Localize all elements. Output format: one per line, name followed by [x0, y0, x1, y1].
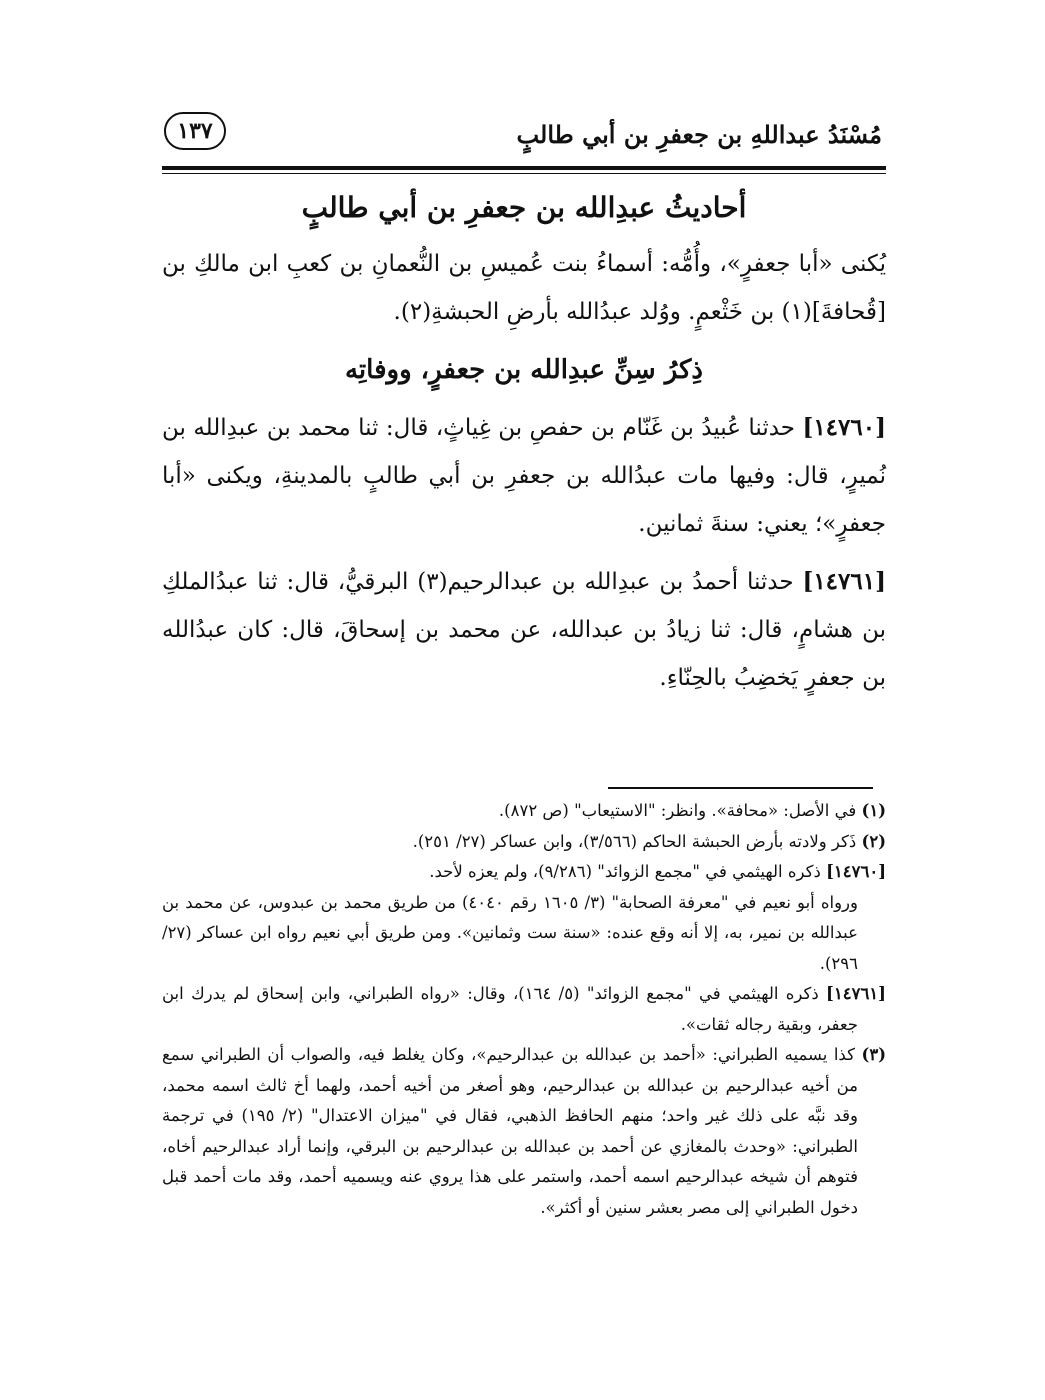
footnote-hadith-14760-continued: ورواه أبو نعيم في "معرفة الصحابة" (٣/ ١٦٠٥ رقم ٤٠٤٠) من طريق محمد بن عبدوس، عن محمد بن عبدالله بن نمير، به، إلا أنه وقع عنده: «سنة ست وثمانين». ومن طريق أبي نعيم رواه ابن عساكر (٢٧/ ٢٩٦). [162, 892, 858, 973]
footnote-text: ذكره الهيثمي في "مجمع الزوائد" (٩/٢٨٦)، ولم يعزه لأحد. [429, 862, 827, 881]
hadith-text: حدثنا عُبيدُ بن غَنّام بن حفصِ بن غِياثٍ، قال: ثنا محمد بن عبدِالله بن نُميرٍ، قال: وفيها مات عبدُالله بن جعفرِ بن أبي طالبٍ بالمدينةِ، ويكنى «أبا جعفرٍ»؛ يعني: سنةَ ثمانين. [162, 415, 886, 537]
footnote-label: (٣) [861, 1045, 886, 1064]
footnote-text: ذكره الهيثمي في "مجمع الزوائد" (٥/ ١٦٤)، وقال: «رواه الطبراني، وابن إسحاق لم يدرك ابن جعفر، وبقية رجاله ثقات». [162, 984, 858, 1034]
header-rule-thick [162, 166, 886, 170]
section-title: أحاديثُ عبدِالله بن جعفرِ بن أبي طالبٍ [301, 191, 747, 224]
footnote-1 [162, 796, 886, 827]
footnote-text: ذَكر ولادته بأرض الحبشة الحاكم (٣/٥٦٦)، وابن عساكر (٢٧/ ٢٥١). [412, 831, 862, 851]
footnote-label: [١٤٧٦١] [826, 984, 886, 1003]
footnote-hadith-14761 [162, 979, 886, 1040]
subsection-title: ذِكرُ سِنِّ عبدِالله بن جعفرٍ، ووفاتِه [344, 355, 703, 385]
footnote-text: في الأصل: «محافة». وانظر: "الاستيعاب" (ص ٨٧٢). [498, 801, 862, 820]
footnote-text: كذا يسميه الطبراني: «أحمد بن عبدالله بن عبدالرحيم»، وكان يغلط فيه، والصواب أن الطبراني سمع من أخيه عبدالرحيم بن عبدالله بن عبدالرحيم، وهو أصغر من أخيه أحمد، ولهما أخ ثالث اسمه محمد، وقد نبَّه على ذلك غير واحد؛ منهم الحافظ الذهبي، فقال في "ميزان الاعتدال" (٢/ ١٩٥) في ترجمة الطبراني: «وحدث بالمغازي عن أحمد بن عبدالله بن عبدالرحيم بن البرقي، وإنما أراد عبدالرحيم أخاه، فتوهم أن شيخه عبدالرحيم اسمه أحمد، واستمر على هذا يروي عنه ويسميه أحمد، وقد مات أحمد قبل دخول الطبراني إلى مصر بعشر سنين أو أكثر». [162, 1045, 862, 1217]
running-title: مُسْنَدُ عبداللهِ بن جعفرِ بن أبي طالبٍ [516, 120, 882, 149]
page-header [162, 112, 886, 168]
intro-paragraph: يُكنى «أبا جعفرٍ»، وأُمُّه: أسماءُ بنت عُميسِ بن النُّعمانِ بن كعبِ ابن مالكِ بن [قُحافةَ](١) بن خَثْعمٍ. ووُلد عبدُالله بأرضِ الحبشةِ(٢). [162, 251, 886, 325]
main-text [162, 180, 886, 702]
hadith-number: [١٤٧٦١] [802, 568, 886, 595]
footnote-label: (١) [861, 801, 886, 820]
page-number: ١٣٧ [177, 118, 213, 144]
header-rule-thin [162, 173, 886, 174]
footnote-label: (٢) [861, 831, 886, 851]
hadith-text: حدثنا أحمدُ بن عبدِالله بن عبدالرحيم(٣) البرقيُّ، قال: ثنا عبدُالملكِ بن هشامٍ، قال: ثنا زيادُ بن عبدالله، عن محمد بن إسحاقَ، قال: كان عبدُالله بن جعفرٍ يَخضِبُ بالحِنّاءِ. [162, 569, 886, 691]
page-number-badge [164, 112, 226, 150]
footnotes [162, 796, 886, 1223]
hadith-14761 [162, 558, 886, 702]
footnote-separator [608, 787, 873, 789]
hadith-14760 [162, 404, 886, 548]
footnote-hadith-14760 [162, 857, 886, 888]
hadith-number: [١٤٧٦٠] [802, 414, 886, 441]
footnote-2 [162, 827, 886, 858]
footnote-3 [162, 1040, 886, 1223]
footnote-label: [١٤٧٦٠] [826, 862, 886, 881]
